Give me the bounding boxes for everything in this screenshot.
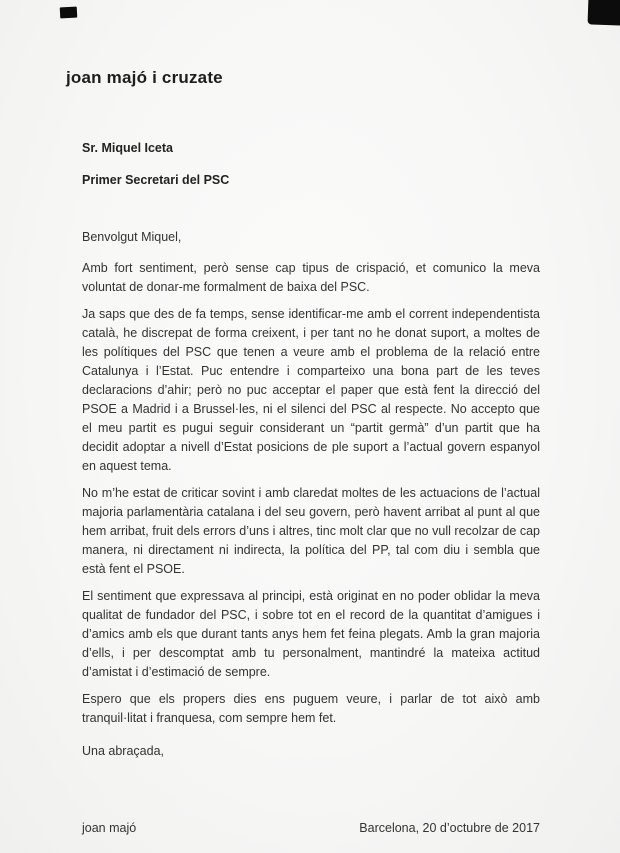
recipient-role: Primer Secretari del PSC (82, 173, 230, 187)
paragraph-1: Amb fort sentiment, però sense cap tipus de crispació, et comunico la meva voluntat de donar-me formalment de baixa del PSC. (82, 261, 540, 294)
scan-artifact-top-left (60, 7, 78, 19)
paragraph-2: Ja saps que des de fa temps, sense identificar-me amb el corrent independentista català, he discrepat de forma creixent, i per tant no he donat suport, a moltes de les polítiques del PSC que tenen a veure amb el problema de la relació entre Catalunya i l’Estat. Puc entendre i comparteixo una bona part de les teves declaracions d’ahir; però no puc acceptar el paper que està fent la direcció del PSOE a Madrid i a Brussel·les, ni el silenci del PSC al respecte. No accepto que el meu partit es pugui seguir considerant un “partit germà” d’un partit que ha decidit adoptar a nivell d’Estat posicions de ple suport a l’actual govern espanyol en aquest tema. (82, 307, 540, 473)
paragraph-5: Espero que els propers dies ens puguem veure, i parlar de tot això amb tranquil·litat i franquesa, com sempre hem fet. (82, 692, 540, 725)
closing: Una abraçada, (82, 744, 165, 758)
paragraph-3: No m’he estat de criticar sovint i amb claredat moltes de les actuacions de l’actual majoria parlamentària catalana i del seu govern, però havent arribat al punt al que hem arribat, fruit dels errors d’uns i altres, tinc molt clar que no vull recolzar de cap manera, ni directament ni indirecta, la política del PP, tal com diu i sembla que està fent el PSOE. (82, 486, 540, 576)
paragraph-4: El sentiment que expressava al principi, està originat en no poder oblidar la meva qualitat de fundador del PSC, i sobre tot en el record de la quantitat d’amigues i d’amics amb els que durant tants anys hem fet feina plegats. Amb la gran majoria d’ells, i per descomptat amb tu personalment, mantindré la mateixa actitud d’amistat i d’estimació de sempre. (82, 589, 540, 679)
signature-row (82, 819, 540, 838)
dateline: Barcelona, 20 d’octubre de 2017 (359, 821, 540, 835)
signature-name: joan majó (82, 821, 137, 835)
salutation: Benvolgut Miquel, (82, 230, 182, 244)
scan-artifact-top-right (588, 0, 620, 26)
recipient-name: Sr. Miquel Iceta (82, 141, 174, 155)
letter-title: joan majó i cruzate (66, 68, 223, 87)
